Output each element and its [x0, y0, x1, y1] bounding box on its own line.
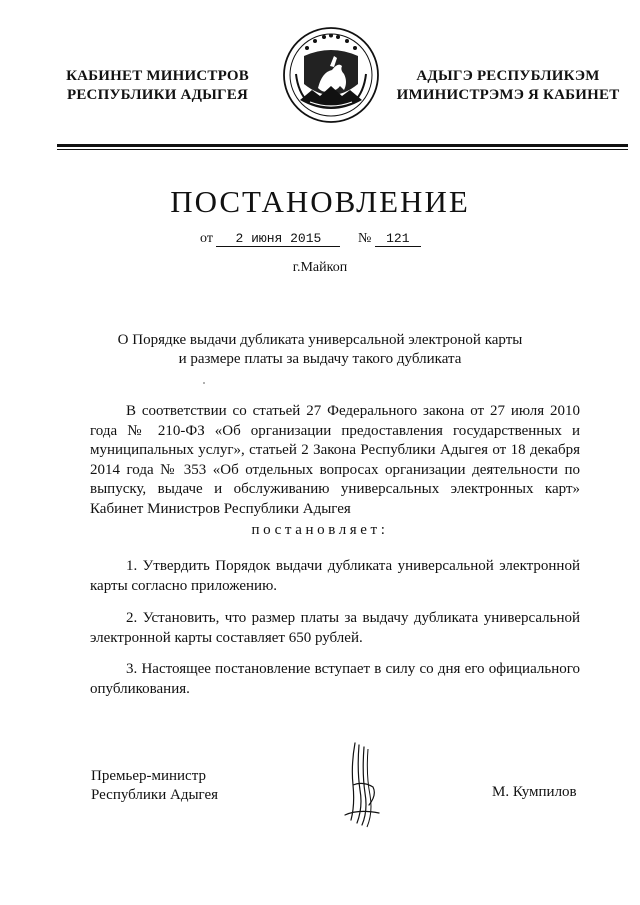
header-right-line1: АДЫГЭ РЕСПУБЛИКЭМ — [416, 68, 600, 84]
document-subject — [80, 331, 560, 369]
resolution-item-2: 2. Установить, что размер платы за выдачу дубликата универсальной электронной карты составляет 650 рублей. — [90, 610, 580, 646]
signatory-position-line1: Премьер-министр — [91, 768, 206, 784]
signatory-name: М. Кумпилов — [492, 784, 577, 800]
header-right-org — [392, 67, 624, 105]
header-rule-thin — [57, 149, 628, 150]
number-value: 121 — [375, 231, 421, 247]
date-prefix: от — [200, 231, 213, 246]
header-left-line1: КАБИНЕТ МИНИСТРОВ — [66, 68, 249, 84]
document-date-number — [200, 231, 421, 247]
document-city: г.Майкоп — [292, 260, 348, 275]
handwritten-signature-icon — [333, 735, 393, 830]
preamble-paragraph: В соответствии со статьей 27 Федерального закона от 27 июля 2010 года № 210-ФЗ «Об организации предоставления государственных и муниципальных услуг», статьей 2 Закона Республики Адыгея от 18 декабря 2014 года № 353 «Об отдельных вопросах организации деятельности по выпуску, выдаче и обслуживанию универсальных электронных карт» Кабинет Министров Республики Адыгея — [90, 403, 580, 517]
scan-speck — [203, 382, 205, 384]
header-right-line2: ИМИНИСТРЭМЭ Я КАБИНЕТ — [396, 87, 620, 103]
adygea-coat-of-arms-icon — [282, 26, 380, 124]
resolves-heading: постановляет: — [251, 522, 389, 538]
subject-line2: и размере платы за выдачу такого дубликата — [178, 351, 462, 367]
header-left-org — [60, 67, 255, 105]
header-rule-thick — [57, 144, 628, 147]
document-title: ПОСТАНОВЛЕНИЕ — [170, 184, 470, 219]
header-left-line2: РЕСПУБЛИКИ АДЫГЕЯ — [66, 87, 249, 103]
signatory-position — [91, 767, 218, 805]
subject-line1: О Порядке выдачи дубликата универсальной электроной карты — [117, 332, 523, 348]
date-value: 2 июня 2015 — [216, 231, 340, 247]
signatory-position-line2: Республики Адыгея — [91, 787, 219, 803]
resolution-item-1: 1. Утвердить Порядок выдачи дубликата универсальной электронной карты согласно приложению. — [90, 558, 580, 594]
resolution-item-3: 3. Настоящее постановление вступает в силу со дня его официального опубликования. — [90, 661, 580, 697]
number-prefix: № — [357, 231, 372, 246]
